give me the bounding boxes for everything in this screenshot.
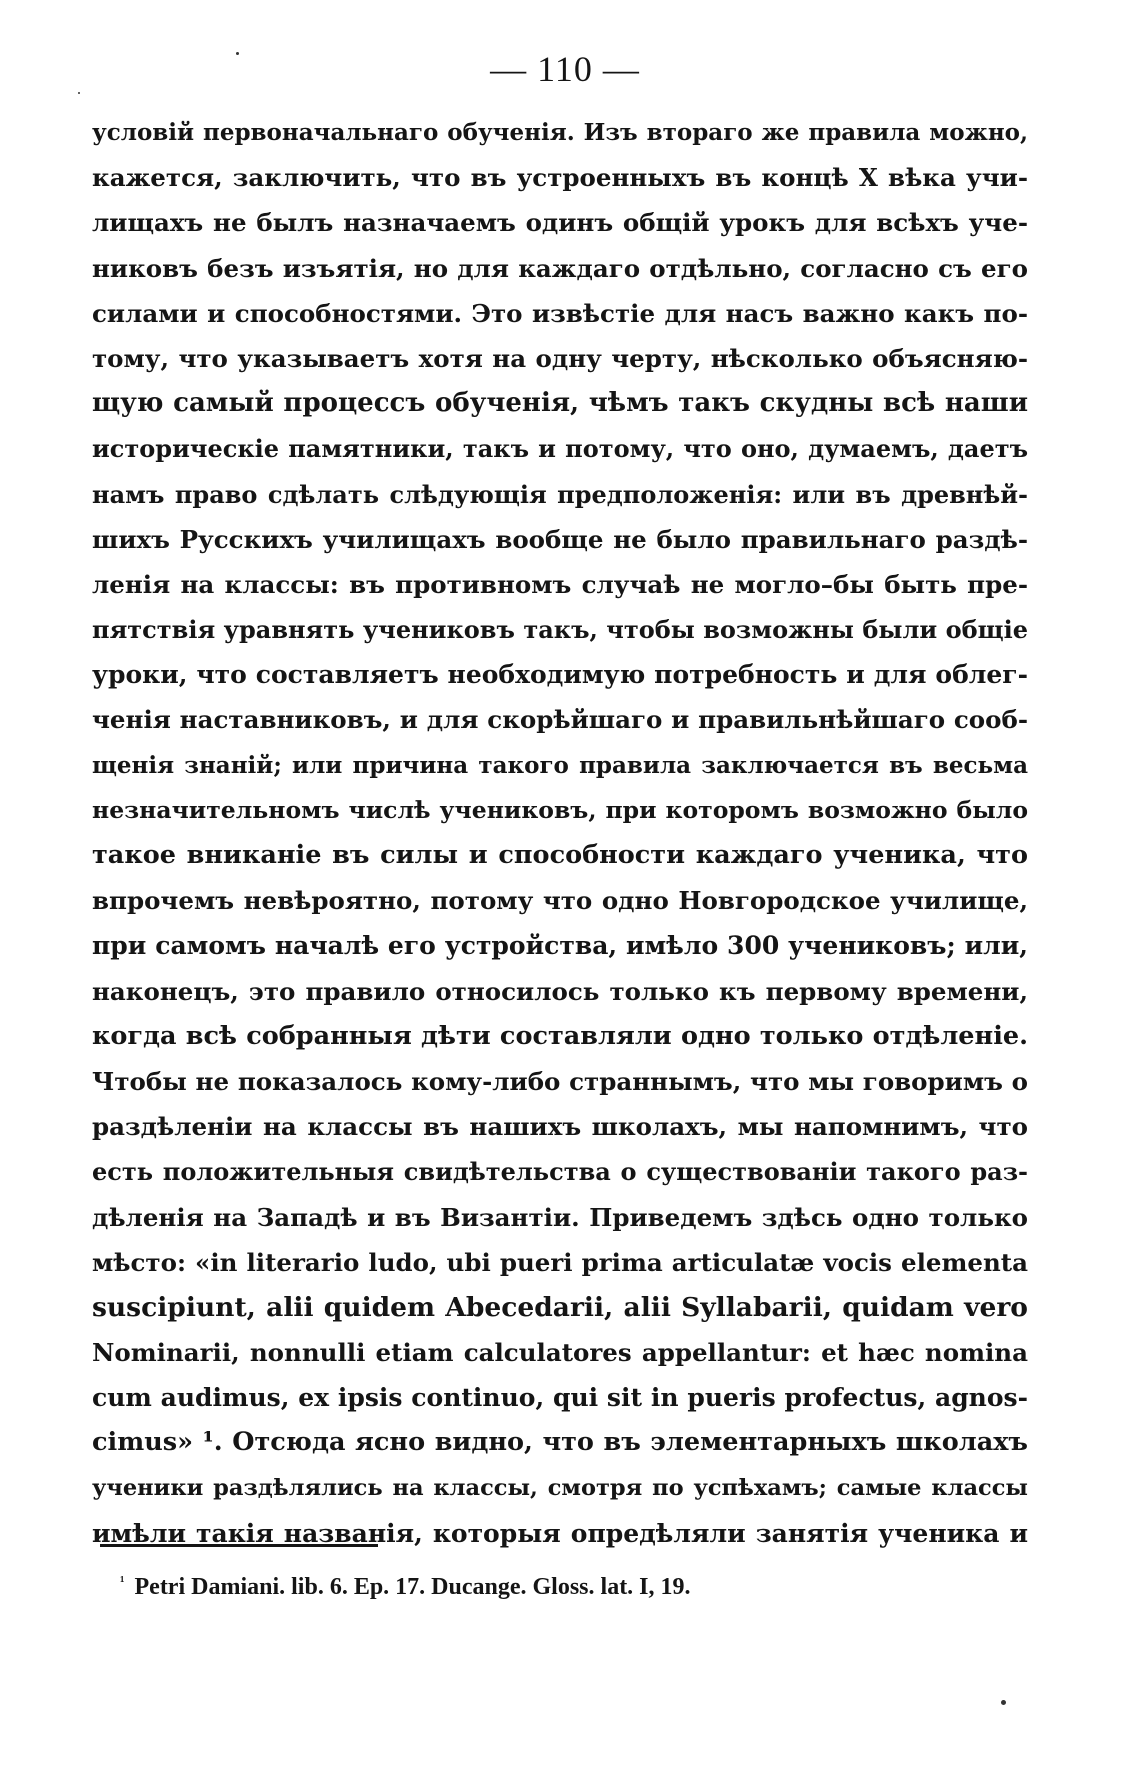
text-line: дѣленія на Западѣ и въ Византіи. Приведемъ здѣсь одно только bbox=[92, 1202, 1028, 1232]
text-line: suscipiunt, alii quidem Abecedarii, alii Syllabarii, quidam vero bbox=[92, 1291, 1028, 1323]
text-line: историческіе памятники, такъ и потому, что оно, думаемъ, даетъ bbox=[92, 434, 1028, 464]
text-line: cum audimus, ex ipsis continuo, qui sit in pueris profectus, agnos- bbox=[92, 1383, 1028, 1413]
body-text bbox=[92, 110, 1028, 1556]
text-line: щую самый процессъ обученія, чѣмъ такъ скудны всѣ наши bbox=[92, 388, 1028, 419]
text-line: намъ право сдѣлать слѣдующія предположенія: или въ древнѣй- bbox=[92, 479, 1028, 509]
text-line: раздѣленіи на классы въ нашихъ школахъ, мы напомнимъ, что bbox=[92, 1112, 1028, 1142]
page-number: — 110 — bbox=[490, 49, 640, 89]
footnote-mark: ¹ bbox=[120, 1574, 125, 1590]
text-line: силами и способностями. Это извѣстіе для насъ важно какъ по- bbox=[92, 298, 1028, 328]
text-line: условій первоначальнаго обученія. Изъ втораго же правила можно, bbox=[92, 119, 1028, 146]
text-line: уроки, что составляетъ необходимую потребность и для облег- bbox=[92, 660, 1028, 690]
text-line: ченія наставниковъ, и для скорѣйшаго и правильнѣйшаго сооб- bbox=[92, 705, 1028, 735]
text-line: есть положительныя свидѣтельства о существованіи такого раз- bbox=[92, 1157, 1028, 1187]
text-line: кажется, заключить, что въ устроенныхъ въ концѣ X вѣка учи- bbox=[92, 163, 1028, 193]
text-line: никовъ безъ изъятія, но для каждаго отдѣльно, согласно съ его bbox=[92, 253, 1028, 283]
text-line: впрочемъ невѣроятно, потому что одно Новгородское училище, bbox=[92, 886, 1028, 916]
text-line: имѣли такія названія, которыя опредѣляли занятія ученика и bbox=[92, 1518, 1028, 1548]
text-line: когда всѣ собранныя дѣти составляли одно только отдѣленіе. bbox=[92, 1020, 1028, 1051]
paper-speck bbox=[236, 52, 239, 55]
footnote-divider bbox=[100, 1544, 378, 1547]
footnote-text: Petri Damiani. lib. 6. Ep. 17. Ducange. Gloss. lat. I, 19. bbox=[134, 1574, 691, 1600]
text-line: cimus» ¹. Отсюда ясно видно, что въ элементарныхъ школахъ bbox=[92, 1427, 1028, 1458]
paper-speck bbox=[1001, 1700, 1006, 1705]
text-line: щенія знаній; или причина такого правила заключается въ весьма bbox=[92, 751, 1028, 779]
text-line: такое вниканіе въ силы и способности каждаго ученика, что bbox=[92, 840, 1028, 870]
footnote bbox=[120, 1574, 691, 1601]
text-line: тому, что указываетъ хотя на одну черту, нѣсколько объясняю- bbox=[92, 343, 1028, 373]
text-line: лищахъ не былъ назначаемъ одинъ общій урокъ для всѣхъ уче- bbox=[92, 208, 1028, 238]
text-line: Чтобы не показалось кому-либо страннымъ, что мы говоримъ о bbox=[92, 1066, 1028, 1096]
text-line: ленія на классы: въ противномъ случаѣ не могло–бы быть пре- bbox=[92, 569, 1028, 599]
text-line: Nominarii, nonnulli etiam calculatores appellantur: et hæc nomina bbox=[92, 1338, 1028, 1368]
text-line: незначительномъ числѣ учениковъ, при которомъ возможно было bbox=[92, 795, 1028, 824]
paper-speck bbox=[78, 92, 80, 94]
text-line: наконецъ, это правило относилось только къ первому времени, bbox=[92, 976, 1028, 1006]
text-line: пятствія уравнять учениковъ такъ, чтобы возможны были общіе bbox=[92, 615, 1028, 645]
text-line: ученики раздѣлялись на классы, смотря по успѣхамъ; самые классы bbox=[92, 1474, 1028, 1501]
text-line: шихъ Русскихъ училищахъ вообще не было правильнаго раздѣ- bbox=[92, 524, 1028, 554]
text-line: мѣсто: «in literario ludo, ubi pueri prima articulatæ vocis elementa bbox=[92, 1247, 1028, 1277]
text-line: при самомъ началѣ его устройства, имѣло 300 учениковъ; или, bbox=[92, 931, 1028, 961]
